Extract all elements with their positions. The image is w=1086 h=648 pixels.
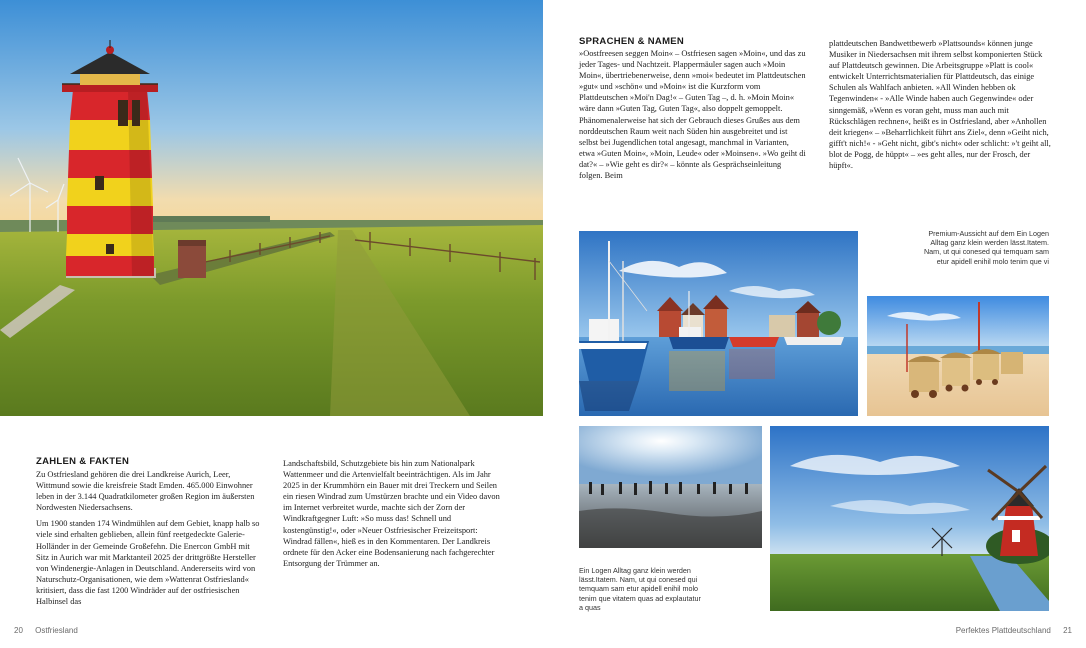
page-number: 20 [14,626,23,635]
paragraph: »Oostfreesen seggen Moin« – Ostfriesen sagen »Moin«, und das zu jeder Tages- und Nachtzeit. Plappermäuler sagen auch »Moin Moin«, übertriebenerweise, denn »moi« bedeutet im Plattdeutschen »gut« und »schön« und »Moin« ist die Kurzform vom Plattdeutschen »Moi'n Dag!« – Guten Tag –, d. h. »Moin Moin« wäre dann »Guten Tag, Guten Tag«, also doppelt gemoppelt. Phänomenalerweise hat sich der Gebrauch dieses Grußes aus dem norddeutschen Raum weit nach Süden hin ausgebreitet und ist selbst bei Jugendlichen total angesagt, manchmal in Varianten, etwa »Guten Moin«, »Moin, Leude« oder »Moinsen«. »Wo geiht di dat?« – »Wie geht es dir?« – könnte als Gesprächseinleitung folgen. Beim [579,49,806,181]
caption-top [916,229,1049,266]
paragraph: Um 1900 standen 174 Windmühlen auf dem Gebiet, knapp halb so viele sind erhalten geblieben, allein fünf reetgedeckte Galerie-Holländer in der Gemeinde Großefehn. Die Enercon GmbH mit Sitz in Aurich war mit Marktanteil 2025 der drittgrößte Hersteller von Windenergie-Anlagen in Deutschland. Andererseits wird von Naturschutz-Organisationen, wie dem »Wattenrat Ostfriesland« kritisiert, dass die fast 1200 Windräder auf der ostfriesischen Halbinsel das [36,519,260,607]
lighthouse-photo [0,0,543,416]
sprachen-namen-column-2 [829,38,1053,176]
harbour-photo [579,231,858,416]
running-title: Perfektes Plattdeutschland [955,626,1051,635]
caption-bottom [579,566,701,612]
windmill-photo [770,426,1049,611]
paragraph: Zu Ostfriesland gehören die drei Landkreise Aurich, Leer, Wittmund sowie die kreisfreie Stadt Emden. 465.000 Einwohner leben in der 3.144 Quadratkilometer großen Region im äußersten Nordwesten Niedersachsens. [36,470,255,513]
mudflat-walk-photo [579,426,762,548]
caption-text: Ein Logen Alltag ganz klein werden lässt.Itatem. Nam, ut qui conesed qui temquam sam etur apidell enihil molo tenim que vitatem quas ad explautatur a quas [579,566,701,612]
paragraph: Landschaftsbild, Schutzgebiete bis hin zum Nationalpark Wattenmeer und die Artenvielfalt beeinträchtigen. Als im Jahr 2025 in der Krummhörn ein Bauer mit drei Treckern und Seilen ein riesen Windrad zum Umstürzen brachte und ein Video davon im Internet verbreitet wurde, machte sich der Zorn der Windkraftgegner Luft: »So muss das! Schnell und kostengünstig!«, oder »Neuer Ostfriesischer Freizeitsport: Windrad fällen«, hieß es in den Kommentaren. Der Landkreis ordnete für den Acker eine Bodensanierung nach fachgerechter Entsorgung der Trümmer an. [283,459,500,568]
footer-right [956,626,1072,635]
section-heading: ZAHLEN & FAKTEN [36,456,130,467]
zahlen-fakten-column-1 [36,469,260,612]
section-heading: SPRACHEN & NAMEN [579,36,685,47]
paragraph: plattdeutschen Bandwettbewerb »Plattsounds« können junge Musiker in Niedersachsen mit ihrem selbst komponierten Stück auf Plattdeutsch gewinnen. Die Arbeitsgruppe »Platt is cool« entwickelt Unterrichtsmaterialien für Plattdeutsch, das einige Schulen als Wahlfach anbieten. »All Winden hebben ok Tegenwinden« - »Alle Winde haben auch Gegenwinde« oder sinngemäß, »Wenn es voran geht, muss man auch mit Rückschlägen rechnen«, heißt es in Ostfriesland, aber »Anhollen deit kriegen« – »Beharrlichkeit führt ans Ziel«, denn »Geiht nich, gifft't nich!« - »Geht nicht, gibt's nicht« oder schlicht: »'t geiht all, blot de Pogg, de hüppt« – »es geht alles, nur der Frosch, der hüpft«. [829,39,1051,171]
running-title: Ostfriesland [35,626,78,635]
caption-text: Premium-Aussicht auf dem Ein Logen Alltag ganz klein werden lässt.Itatem. Nam, ut qui conesed qui temquam sam etur apidell enihil molo tenim que vi [923,229,1049,266]
page-number: 21 [1063,626,1072,635]
sprachen-namen-column-1 [579,48,806,186]
beach-chairs-photo [867,296,1049,416]
footer-left [14,626,78,635]
zahlen-fakten-column-2 [283,458,507,574]
